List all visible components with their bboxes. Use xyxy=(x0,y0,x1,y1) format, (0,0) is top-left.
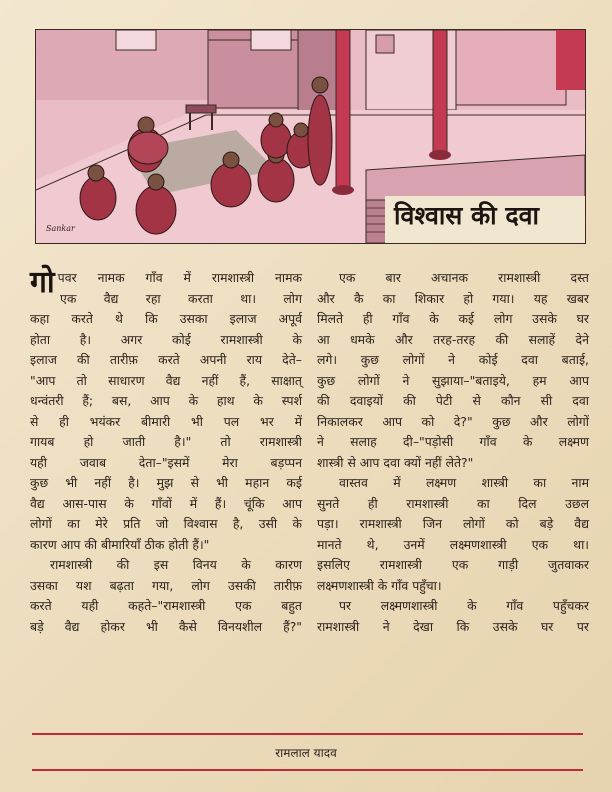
text-line: लगे। कुछ लोगों ने कोई दवा बताई, xyxy=(317,352,589,367)
text-line: कुछ लोगों ने सुझाया–"बताइये, हम आप xyxy=(317,372,589,388)
text-line: यही जवाब देता–"इसमें मेरा बड़प्पन xyxy=(30,454,302,470)
text-line: वास्तव में लक्ष्मण शास्त्री का नाम xyxy=(339,475,589,490)
text-line: रामशास्त्री की इस विनय के कारण xyxy=(50,557,302,572)
drop-cap: गो xyxy=(30,265,55,300)
text-line: धन्वंतरी हैं; बस, आप के हाथ के स्पर्श xyxy=(30,393,302,408)
text-line: मानते थे, उनमें लक्ष्मणशास्त्री एक था। xyxy=(317,536,589,552)
text-line: "आप तो साधारण वैद्य नहीं हैं, साक्षात् xyxy=(30,372,302,388)
text-line: लक्ष्मणशास्त्री के गाँव पहुँचा। xyxy=(317,577,442,593)
author-name: रामलाल यादव xyxy=(275,746,337,760)
text-line: लोगों का मेरे प्रति जो विश्वास है, उसी के xyxy=(30,516,302,531)
text-line: उसका यश बढ़ता गया, लोग उसकी तारीफ़ xyxy=(30,577,302,593)
left-text-column xyxy=(30,265,302,637)
footer-rule-bottom xyxy=(32,769,583,771)
text-line: एक वैद्य रहा करता था। लोग xyxy=(60,290,302,306)
text-line: ने सलाह दी–"पड़ोसी गाँव के लक्ष्मण xyxy=(317,434,589,449)
text-line: करते यही कहते–"रामशास्त्री एक बहुत xyxy=(30,598,302,613)
text-line: की दवाइयों की पेटी से कौन सी दवा xyxy=(317,393,589,408)
text-line: कहा करते थे कि उसका इलाज अपूर्व xyxy=(30,311,302,326)
text-line: पर लक्ष्मणशास्त्री के गाँव पहुँचकर xyxy=(339,598,589,613)
text-line: रामशास्त्री ने देखा कि उसके घर पर xyxy=(317,618,589,634)
right-text-column xyxy=(317,268,589,637)
text-line: निकालकर आप को दे?" कुछ और लोगों xyxy=(317,413,589,429)
text-line: इसलिए रामशास्त्री एक गाड़ी जुतवाकर xyxy=(317,557,589,572)
text-line: इलाज की तारीफ़ करते अपनी राय देते– xyxy=(30,352,302,367)
text-line: कारण आप की बीमारियाँ ठीक होती हैं।" xyxy=(30,536,210,552)
text-line: से ही भयंकर बीमारी भी पल भर में xyxy=(30,413,302,429)
text-line: वैद्य आस-पास के गाँवों में हैं। चूंकि आप xyxy=(30,495,302,511)
text-line: पड़ा। रामशास्त्री जिन लोगों को बड़े वैद्य xyxy=(317,516,589,531)
text-line: होता है। अगर कोई रामशास्त्री के xyxy=(30,331,302,347)
footer-rule-top xyxy=(32,733,583,735)
text-line: आ धमके और तरह-तरह की सलाहें देने xyxy=(317,331,589,347)
text-line: शास्त्री से आप दवा क्यों नहीं लेते?" xyxy=(317,454,474,470)
text-line: और कै का शिकार हो गया। यह खबर xyxy=(317,290,589,306)
text-line: मिलते ही गाँव के कई लोग उसके घर xyxy=(317,311,589,326)
text-line: सुनते ही रामशास्त्री का दिल उछल xyxy=(317,495,589,511)
text-line: पवर नामक गाँव में रामशास्त्री नामक xyxy=(57,270,302,285)
story-title: विश्वास की दवा xyxy=(394,201,540,230)
text-line: कुछ भी नहीं है। मुझ से भी महान कई xyxy=(30,475,302,490)
text-line: गायब हो जाती है।" तो रामशास्त्री xyxy=(30,434,302,449)
artist-signature: Sankar xyxy=(46,224,75,233)
text-line: एक बार अचानक रामशास्त्री दस्त xyxy=(339,270,589,285)
text-line: बड़े वैद्य होकर भी कैसे विनयशील हैं?" xyxy=(30,618,302,634)
